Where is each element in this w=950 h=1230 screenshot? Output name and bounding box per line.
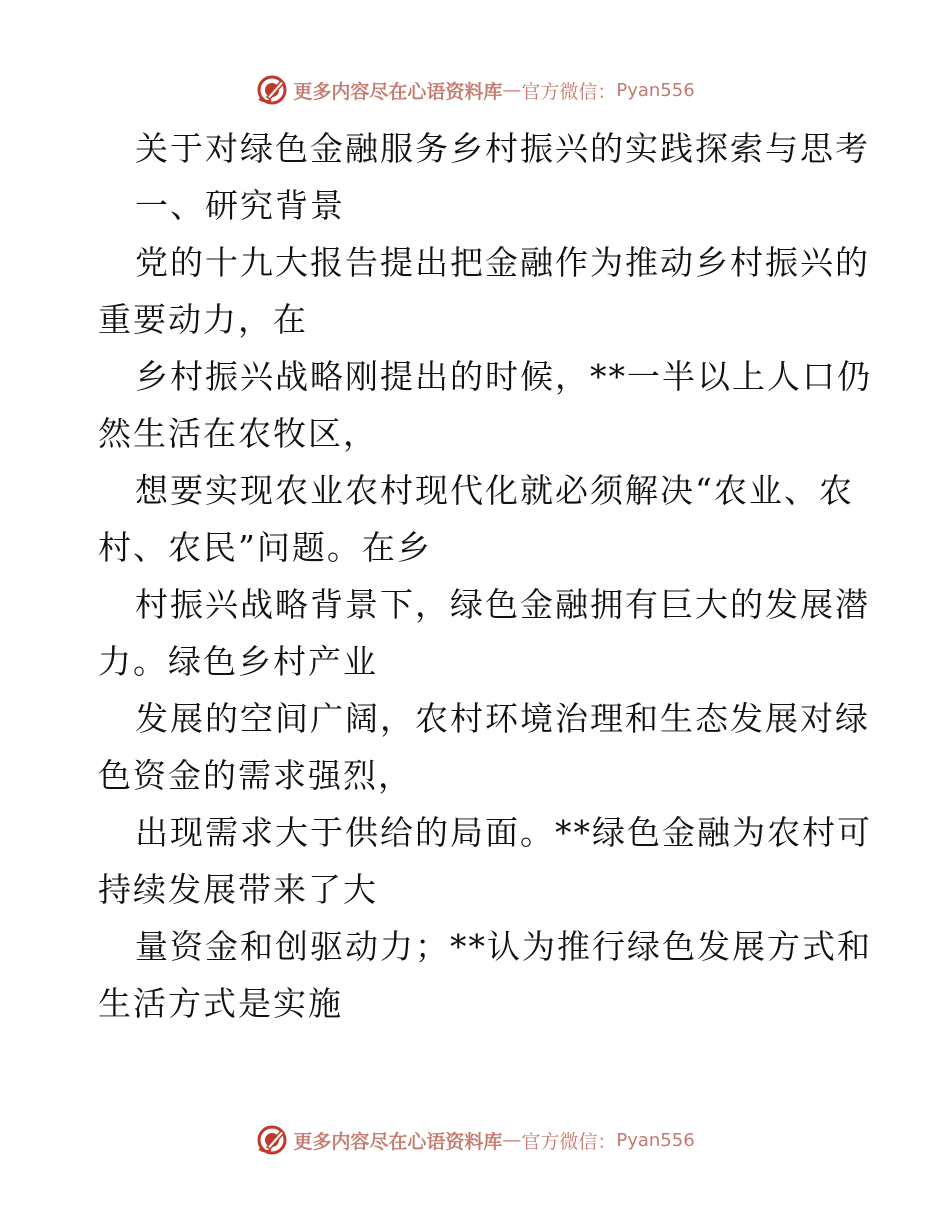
banner-text: 更多内容尽在心语资料库 — [293, 1130, 503, 1153]
document-title: 关于对绿色金融服务乡村振兴的实践探索与思考 — [135, 129, 870, 168]
paragraph-line: 持续发展带来了大 — [98, 870, 378, 909]
paragraph-line: 村振兴战略背景下，绿色金融拥有巨大的发展潜 — [135, 585, 870, 624]
paragraph-line: 然生活在农牧区， — [98, 414, 378, 453]
banner-text: 更多内容尽在心语资料库 — [293, 80, 503, 103]
paragraph-line: 发展的空间广阔，农村环境治理和生态发展对绿 — [135, 699, 870, 738]
banner-wechat-label: 官方微信： — [521, 80, 617, 103]
header-banner — [0, 70, 950, 110]
paragraph-line: 想要实现农业农村现代化就必须解决“农业、农 — [135, 471, 854, 510]
banner-separator: — — [502, 1129, 522, 1151]
pen-logo-icon — [255, 73, 289, 107]
paragraph-line: 重要动力，在 — [98, 300, 308, 339]
banner-wechat-id: Pyan556 — [616, 79, 695, 101]
pen-logo-icon — [255, 1123, 289, 1157]
banner-wechat-id: Pyan556 — [616, 1129, 695, 1151]
document-body — [98, 120, 872, 1032]
paragraph-line: 出现需求大于供给的局面。**绿色金融为农村可 — [135, 813, 872, 852]
paragraph-line: 乡村振兴战略刚提出的时候，**一半以上人口仍 — [135, 357, 872, 396]
paragraph-line: 党的十九大报告提出把金融作为推动乡村振兴的 — [135, 243, 870, 282]
banner-wechat-label: 官方微信： — [521, 1130, 617, 1153]
footer-banner — [0, 1120, 950, 1160]
banner-separator: — — [502, 79, 522, 101]
paragraph-line: 生活方式是实施 — [98, 984, 343, 1023]
paragraph-line: 力。绿色乡村产业 — [98, 642, 378, 681]
paragraph-line: 量资金和创驱动力；**认为推行绿色发展方式和 — [135, 927, 872, 966]
paragraph-line: 村、农民”问题。在乡 — [98, 528, 432, 567]
paragraph-line: 色资金的需求强烈， — [98, 756, 413, 795]
section-heading: 一、研究背景 — [135, 186, 345, 225]
